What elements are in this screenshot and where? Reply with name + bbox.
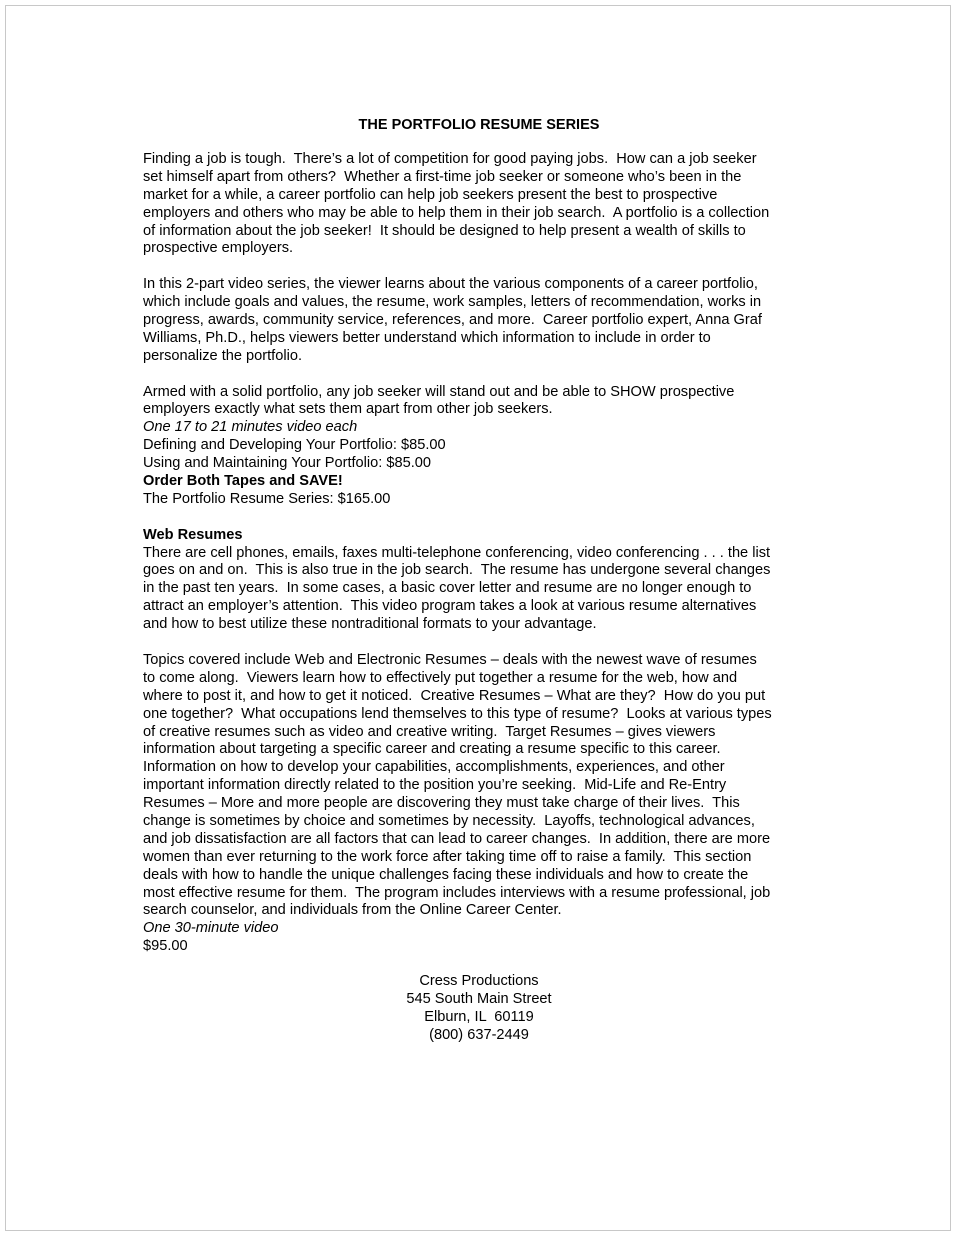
series-line: which include goals and values, the resume, work samples, letters of recommendation, works in [143, 294, 762, 311]
paragraph-gap [143, 258, 823, 276]
series-paragraph [143, 276, 823, 365]
intro-line: set himself apart from others? Whether a first-time job seeker or someone who’s been in the [143, 168, 742, 185]
document-title: THE PORTFOLIO RESUME SERIES [358, 117, 600, 133]
intro-line: market for a while, a career portfolio can help job seekers present the best to prospective [143, 186, 718, 203]
bundle-price-line: The Portfolio Resume Series: $165.00 [143, 490, 391, 507]
web-line: attract an employer’s attention. This video program takes a look at various resume alternatives [143, 598, 757, 615]
order-both-callout: Order Both Tapes and SAVE! [143, 473, 343, 490]
topics-line: of creative resumes such as video and creative writing. Target Resumes – gives viewers [143, 723, 716, 740]
armed-paragraph [143, 384, 823, 420]
series-line: progress, awards, community service, references, and more. Career portfolio expert, Anna Graf [143, 312, 762, 329]
topics-line: most effective resume for them. The program includes interviews with a resume professional, job [143, 884, 771, 901]
product-price-line: $95.00 [143, 938, 188, 955]
paragraph-gap [143, 509, 823, 527]
topics-line: to come along. Viewers learn how to effectively put together a resume for the web, how and [143, 669, 738, 686]
web-paragraph [143, 545, 823, 634]
topics-line: and job dissatisfaction are all factors that can lead to career changes. In addition, there are more [143, 830, 771, 847]
series-line: personalize the portfolio. [143, 347, 303, 364]
topics-line: important information directly related to the position you’re seeking. Mid-Life and Re-Entry [143, 777, 727, 794]
web-line: goes on and on. This is also true in the job search. The resume has undergone several changes [143, 562, 771, 579]
intro-line: Finding a job is tough. There’s a lot of competition for good paying jobs. How can a job seeker [143, 151, 757, 167]
topics-line: Resumes – More and more people are discovering they must take charge of their lives. This [143, 795, 740, 812]
paragraph-gap [143, 366, 823, 384]
contact-address-block [0, 973, 958, 1045]
street-address: 545 South Main Street [406, 990, 552, 1007]
topics-line: deals with how to handle the unique challenges facing these individuals and how to create the [143, 866, 749, 883]
product-price-line: Using and Maintaining Your Portfolio: $85.00 [143, 455, 432, 472]
armed-line: employers exactly what sets them apart from other job seekers. [143, 401, 553, 418]
document-body [143, 151, 823, 956]
web-resumes-heading: Web Resumes [143, 526, 243, 543]
web-line: and how to best utilize these nontraditional formats to your advantage. [143, 616, 597, 633]
phone-number: (800) 637-2449 [429, 1026, 529, 1043]
intro-line: of information about the job seeker! It should be designed to help present a wealth of skills to [143, 222, 746, 239]
topics-line: where to post it, and how to get it noticed. Creative Resumes – What are they? How do you put [143, 687, 766, 704]
topics-line: search counselor, and individuals from the Online Career Center. [143, 902, 562, 919]
topics-line: one together? What occupations lend themselves to this type of resume? Looks at various types [143, 705, 772, 722]
topics-paragraph [143, 652, 823, 920]
product-price-line: Defining and Developing Your Portfolio: $85.00 [143, 437, 446, 454]
topics-line: Information on how to develop your capabilities, accomplishments, experiences, and other [143, 759, 725, 776]
series-line: In this 2-part video series, the viewer learns about the various components of a career portfolio, [143, 276, 758, 293]
armed-line: Armed with a solid portfolio, any job seeker will stand out and be able to SHOW prospective [143, 383, 735, 400]
web-line: There are cell phones, emails, faxes multi-telephone conferencing, video conferencing . . . the list [143, 544, 771, 561]
topics-line: change is sometimes by choice and sometimes by necessity. Layoffs, technological advances, [143, 812, 755, 829]
topics-line: women than ever returning to the work force after taking time off to raise a family. This section [143, 848, 752, 865]
web-line: in the past ten years. In some cases, a basic cover letter and resume are no longer enough to [143, 580, 752, 597]
paragraph-gap [143, 634, 823, 652]
video-length-note: One 17 to 21 minutes video each [143, 419, 358, 436]
city-state-zip: Elburn, IL 60119 [424, 1008, 534, 1025]
company-name: Cress Productions [419, 973, 539, 989]
series-line: Williams, Ph.D., helps viewers better understand which information to include in order to [143, 329, 711, 346]
topics-line: information about targeting a specific career and creating a resume specific to this career. [143, 741, 721, 758]
video-length-note: One 30-minute video [143, 920, 279, 937]
topics-line: Topics covered include Web and Electronic Resumes – deals with the newest wave of resumes [143, 651, 757, 668]
intro-paragraph [143, 151, 823, 258]
intro-line: prospective employers. [143, 240, 294, 257]
intro-line: employers and others who may be able to help them in their job search. A portfolio is a collection [143, 204, 770, 221]
